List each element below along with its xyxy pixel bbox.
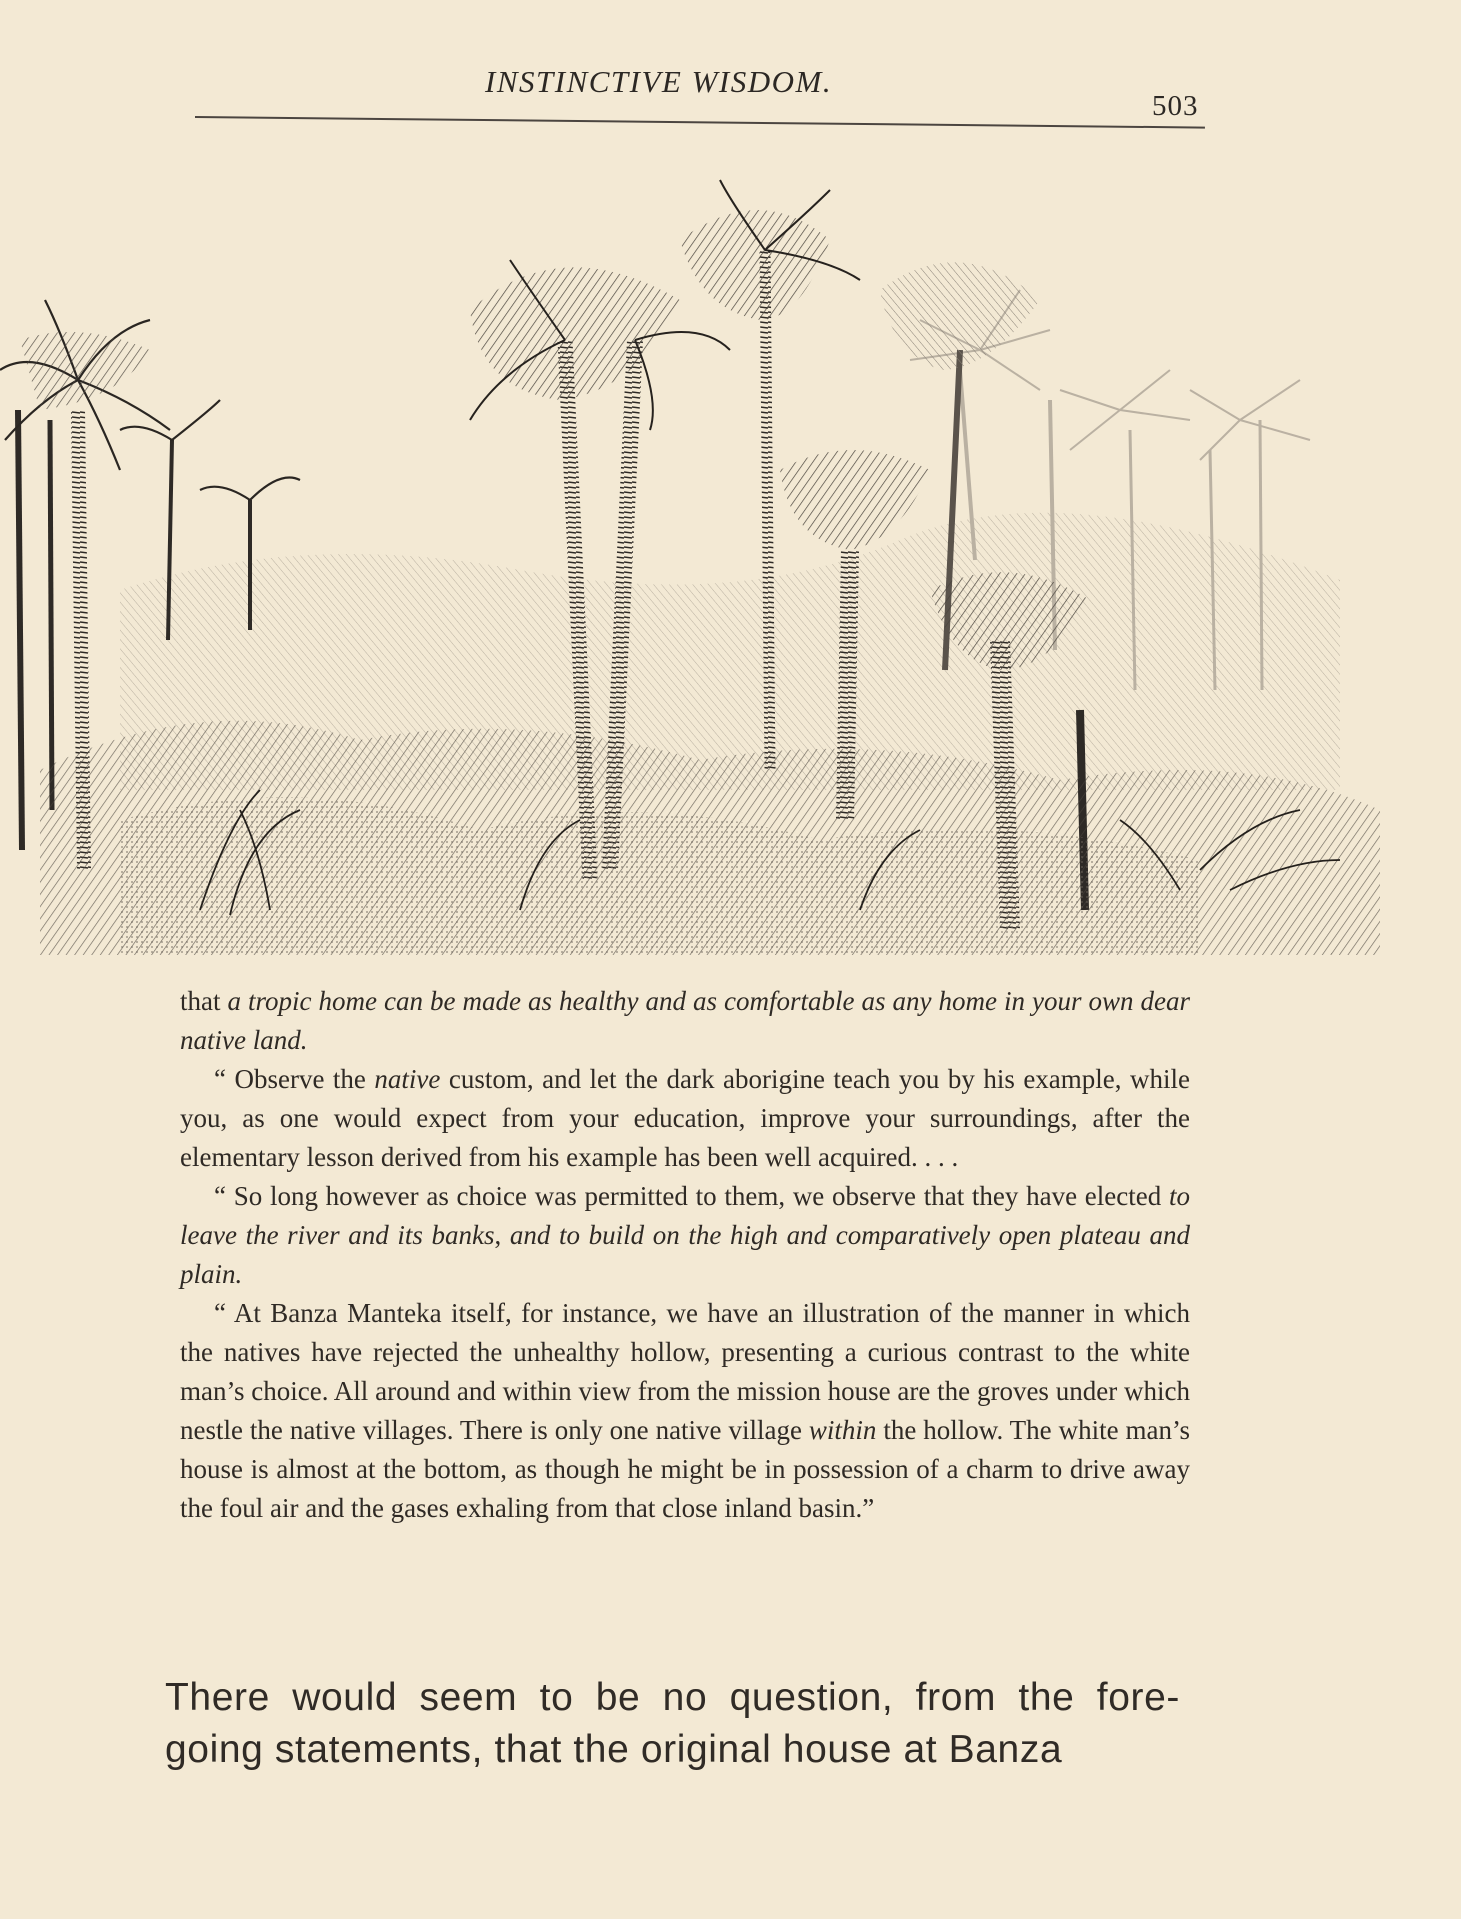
body-text bbox=[180, 982, 1190, 1528]
closing-paragraph: There would seem to be no question, from the fore-going statements, that the original house at Banza bbox=[165, 1676, 1180, 1771]
running-title: INSTINCTIVE WISDOM. bbox=[485, 64, 833, 99]
palm-forest-illustration bbox=[0, 170, 1400, 955]
header-rule bbox=[195, 116, 1205, 129]
page-number: 503 bbox=[1152, 90, 1199, 122]
paragraph-1 bbox=[180, 982, 1190, 1060]
closing-text bbox=[165, 1672, 1180, 1776]
text-run: “ Observe the bbox=[214, 1064, 375, 1094]
paragraph-2 bbox=[180, 1060, 1190, 1177]
text-run: custom, and let the dark aborigine teach you by his example, while you, as one would expect from your education, improve your surroundings, after the elementary lesson derived from his example has been well acquired. . . . bbox=[180, 1064, 1190, 1172]
text-run: , bbox=[494, 1220, 510, 1250]
italic-run: within bbox=[808, 1415, 877, 1445]
paragraph-4 bbox=[180, 1294, 1190, 1528]
italic-run: and to build on the high and comparatively open plateau and plain. bbox=[180, 1220, 1190, 1289]
italic-run: native bbox=[374, 1064, 441, 1094]
text-run: that bbox=[180, 986, 228, 1016]
text-run: the hollow. The white man’s house is almost at the bottom, as though he might be in possession of a charm to drive away the foul air and the gases exhaling from that close inland basin.” bbox=[180, 1415, 1190, 1523]
background-foliage bbox=[120, 290, 1340, 790]
text-run: “ At Banza Manteka itself, for instance, we have an illustration of the manner in which the natives have rejected the unhealthy hollow, presenting a curious contrast to the white man’s choice. All around and within view from the mission house are the groves under which nestle the native villages. There is only one native village bbox=[180, 1298, 1190, 1445]
paragraph-3 bbox=[180, 1177, 1190, 1294]
text-run: “ So long however as choice was permitted to them, we observe that they have elected bbox=[214, 1181, 1169, 1211]
italic-run: a tropic home can be made as healthy and as comfortable as any home in your own dear native land. bbox=[180, 986, 1190, 1055]
italic-run: to leave the river and its banks bbox=[180, 1181, 1190, 1250]
